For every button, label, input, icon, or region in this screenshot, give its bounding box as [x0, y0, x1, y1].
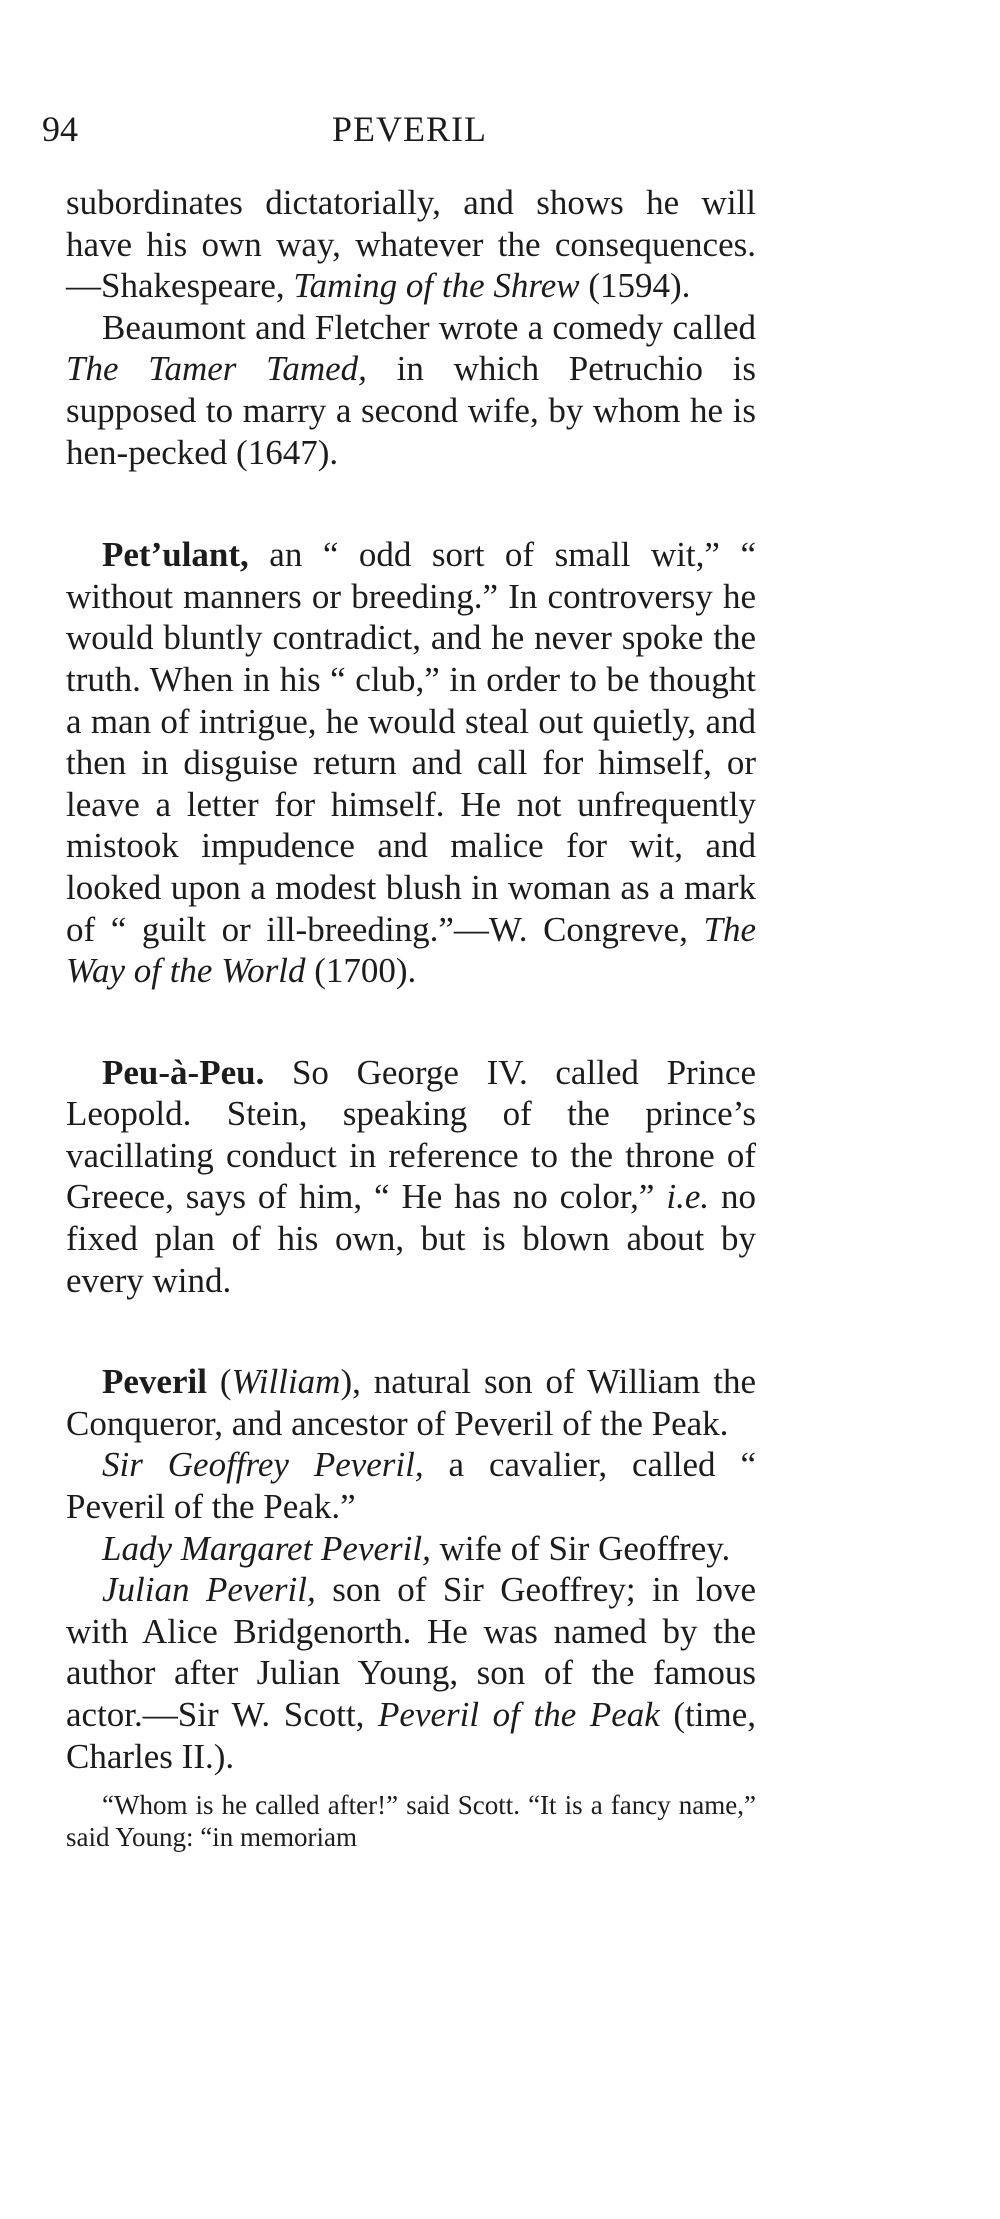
continuation-paragraph: Beaumont and Fletcher wrote a comedy called The Tamer Tamed, in which Petruchio is supposed to marry a second wife, by whom he is hen-pecked (1647).	[66, 307, 756, 472]
entry-peveril: Peveril (William), natural son of William the Conqueror, and ancestor of Peveril of the Peak.	[66, 1362, 756, 1443]
footnote-text: “Whom is he called after!” said Scott. “It is a fancy name,” said Young: “in memoriam	[66, 1790, 756, 1853]
sub-entry: Lady Margaret Peveril, wife of Sir Geoffrey.	[102, 1528, 731, 1568]
work-title: Peveril of the Peak	[378, 1695, 660, 1734]
footnote	[66, 1789, 756, 1853]
headword: Pet’ulant,	[102, 535, 249, 575]
work-title: Taming of the Shrew	[293, 266, 580, 306]
continuation-paragraph: subordinates dictatorially, and shows he will have his own way, whatever the consequences.—Shakespeare, Taming of the Shrew (1594).	[66, 183, 756, 306]
page-body	[66, 182, 756, 1853]
running-title: PEVERIL	[332, 109, 487, 149]
work-title: The Tamer Tamed,	[66, 349, 367, 389]
page-number: 94	[42, 109, 78, 149]
entry-petulant: Pet’ulant, an “ odd sort of small wit,” “ without manners or breeding.” In controversy he would bluntly contradict, and he never spoke the truth. When in his “ club,” in order to be thought a man of intrigue, he would steal out quietly, and then in disguise return and call for himself, or leave a letter for himself. He not unfrequently mistook impudence and malice for wit, and looked upon a modest blush in woman as a mark of “ guilt or ill-breeding.”—W. Congreve, The Way of the World (1700).	[66, 535, 756, 991]
entry-peu-a-peu: Peu-à-Peu. So George IV. called Prince Leopold. Stein, speaking of the prince’s vacillating conduct in reference to the throne of Greece, says of him, “ He has no color,” i.e. no fixed plan of his own, but is blown about by every wind.	[66, 1052, 757, 1300]
headword: Peveril	[102, 1362, 207, 1402]
running-header	[42, 108, 802, 156]
work-title: The Way of the World	[66, 909, 756, 991]
headword: Peu-à-Peu.	[102, 1052, 265, 1092]
sub-entry: Sir Geoffrey Peveril, a cavalier, called “ Peveril of the Peak.”	[66, 1445, 756, 1527]
sub-entry: Julian Peveril, son of Sir Geoffrey; in love with Alice Bridgenorth. He was named by the author after Julian Young, son of the famous actor.—Sir W. Scott, Peveril of the Peak (time, Charles II.).	[66, 1570, 757, 1776]
